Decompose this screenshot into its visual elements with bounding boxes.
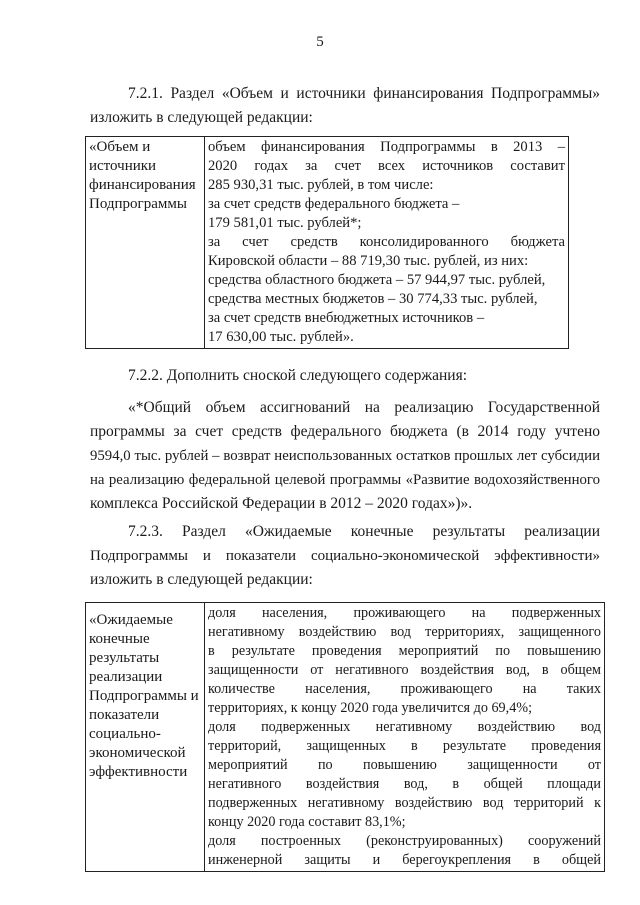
- financing-value-line: Кировской области – 88 719,30 тыс. рублей, из них:: [208, 253, 529, 269]
- results-label-line: экономической: [89, 745, 186, 761]
- section-7-2-1-line: изложить в следующей редакции:: [90, 109, 313, 126]
- footnote-line: программы за счет средств федерального бюджета (в 2014 году учтено: [90, 423, 600, 440]
- results-label-line: социально-: [89, 726, 161, 742]
- financing-value-line: 179 581,01 тыс. рублей*;: [208, 215, 362, 231]
- financing-table: [85, 136, 569, 349]
- section-7-2-2-heading: 7.2.2. Дополнить сноской следующего содержания:: [128, 367, 468, 384]
- results-value-line: защищенности от негативного воздействия вод, в общем: [208, 662, 601, 678]
- results-value-line: количестве населения, проживающего на таких: [208, 681, 601, 697]
- footnote-line: «*Общий объем ассигнований на реализацию Государственной: [128, 399, 600, 416]
- results-value-line: негативному воздействию вод территориях, защищенного: [208, 624, 601, 640]
- results-label-line: показатели: [89, 707, 160, 723]
- section-7-2-3-line: изложить в следующей редакции:: [90, 571, 313, 588]
- results-value-line: негативного воздействия вод, в общей площади: [208, 776, 601, 792]
- results-label-line: «Ожидаемые: [89, 612, 173, 628]
- results-value-cell: [205, 603, 605, 872]
- financing-value-line: объем финансирования Подпрограммы в 2013 –: [208, 139, 565, 155]
- results-row: [86, 603, 605, 872]
- results-value-line: доля построенных (реконструированных) сооружений: [208, 833, 601, 849]
- page-number: 5: [316, 34, 324, 50]
- results-label-line: Подпрограммы и: [89, 688, 199, 704]
- financing-value-line: за счет средств консолидированного бюджета: [208, 234, 565, 250]
- results-value-line: доля населения, проживающего на подверженных: [208, 605, 601, 621]
- financing-value-line: 285 930,31 тыс. рублей, в том числе:: [208, 177, 434, 193]
- financing-value-line: 17 630,00 тыс. рублей».: [208, 329, 354, 345]
- results-value-line: подверженных негативному воздействию вод территорий к: [208, 795, 601, 811]
- financing-label-cell: [86, 137, 205, 349]
- footnote-line: комплекса Российской Федерации в 2012 – 2020 годах»)».: [90, 495, 473, 512]
- footnote-line: 9594,0 тыс. рублей – возврат неиспользованных остатков прошлых лет субсидии: [90, 448, 600, 464]
- results-value-line: в результате проведения мероприятий по повышению: [208, 643, 601, 659]
- results-value-line: доля подверженных негативному воздействию вод: [208, 719, 601, 735]
- financing-value-cell: [205, 137, 569, 349]
- results-value-line: концу 2020 года составит 83,1%;: [208, 814, 406, 830]
- section-7-2-3: [90, 520, 600, 592]
- results-value-line: территориях, к концу 2020 года увеличится до 69,4%;: [208, 700, 533, 716]
- results-table: [85, 602, 605, 872]
- results-value-line: инженерной защиты и берегоукрепления в общей: [208, 852, 601, 868]
- financing-value-line: средства местных бюджетов – 30 774,33 тыс. рублей,: [208, 291, 538, 307]
- financing-label-line: Подпрограммы: [89, 196, 187, 212]
- results-label-cell: [86, 603, 205, 872]
- footnote-line: на реализацию федеральной целевой программы «Развитие водохозяйственного: [90, 472, 600, 488]
- results-label-line: эффективности: [89, 764, 188, 780]
- financing-row: [86, 137, 569, 349]
- results-label-line: конечные: [89, 631, 150, 647]
- financing-label-line: «Объем и: [89, 139, 151, 155]
- results-label-line: результаты: [89, 650, 160, 666]
- financing-label-line: источники: [89, 158, 157, 174]
- financing-value-line: за счет средств внебюджетных источников –: [208, 310, 485, 326]
- financing-label-line: финансирования: [89, 177, 196, 193]
- section-7-2-1-heading: 7.2.1. Раздел «Объем и источники финансирования Подпрограммы»: [128, 85, 600, 102]
- financing-value-line: средства областного бюджета – 57 944,97 тыс. рублей,: [208, 272, 546, 288]
- results-value-line: территорий, защищенных в результате проведения: [208, 738, 601, 754]
- section-7-2-3-heading: 7.2.3. Раздел «Ожидаемые конечные результаты реализации: [128, 523, 600, 540]
- section-7-2-3-line: Подпрограммы и показатели социально-экономической эффективности»: [90, 548, 600, 564]
- financing-value-line: 2020 годах за счет всех источников составит: [208, 158, 565, 174]
- section-7-2-1: [90, 82, 600, 130]
- results-label-line: реализации: [89, 669, 163, 685]
- financing-value-line: за счет средств федерального бюджета –: [208, 196, 460, 212]
- results-value-line: мероприятий по повышению защищенности от: [208, 757, 601, 773]
- section-7-2-2: [90, 364, 600, 516]
